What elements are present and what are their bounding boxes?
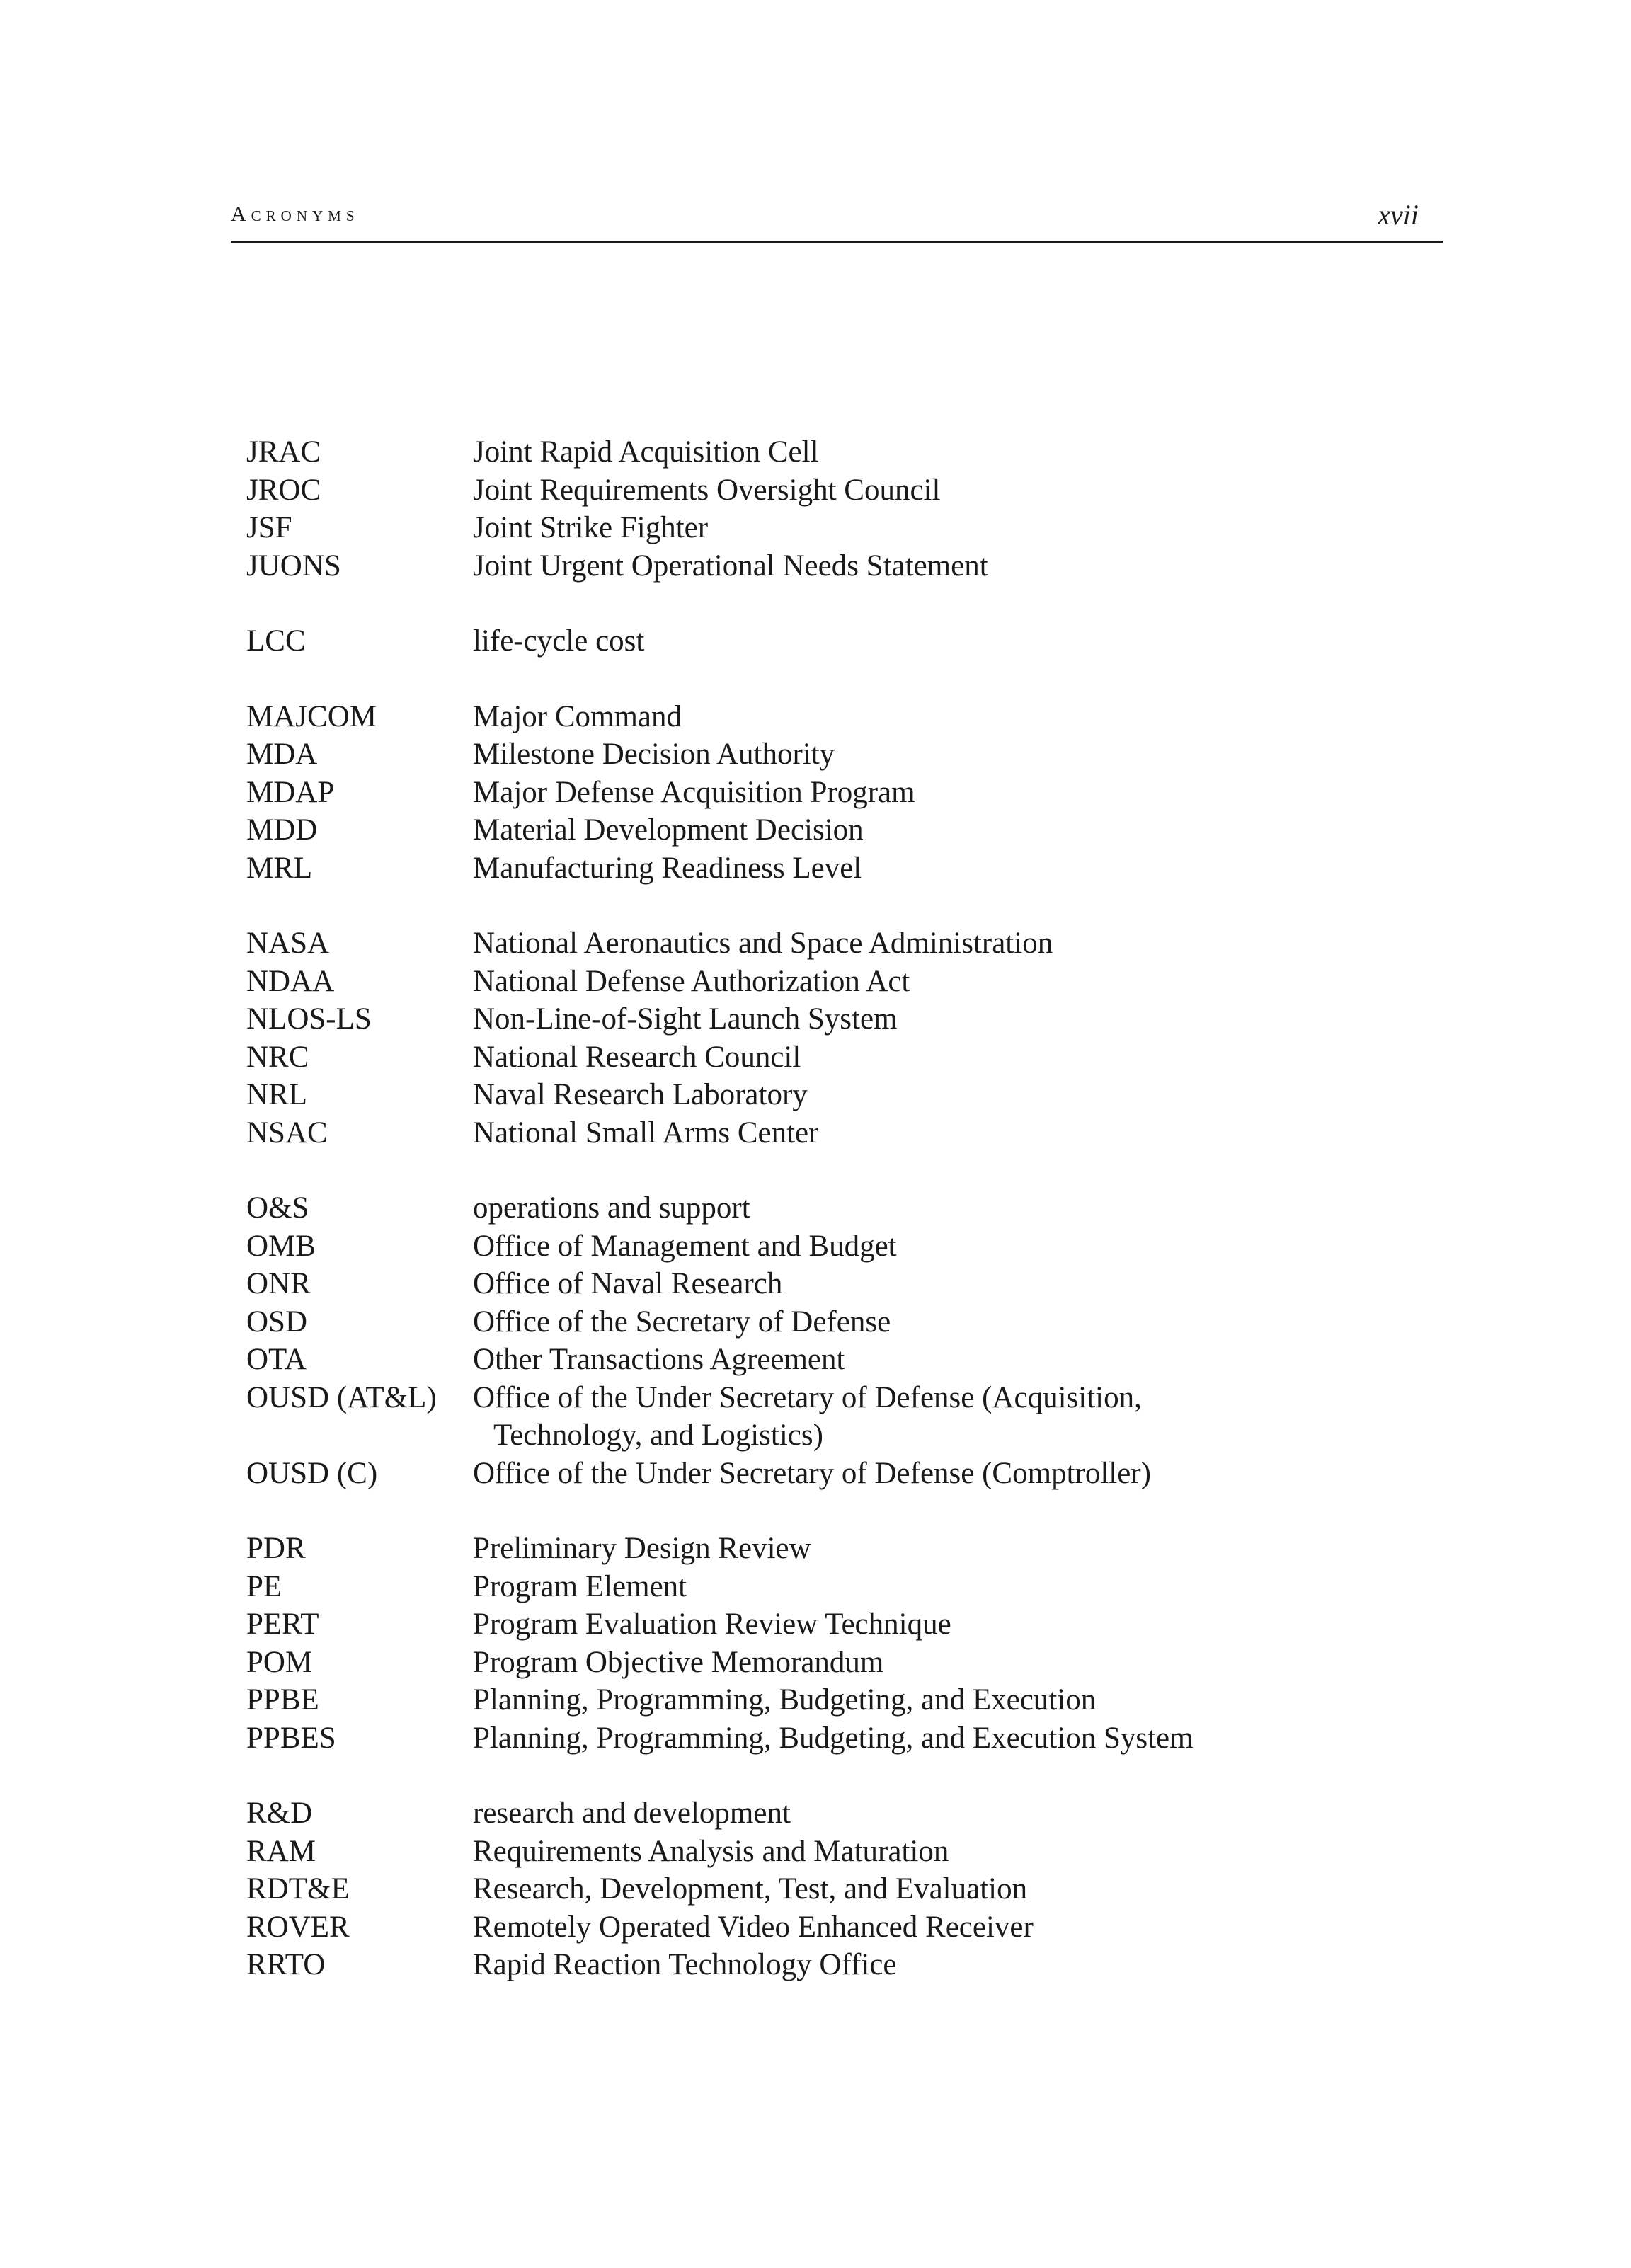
acronym-abbreviation: PDR [246, 1532, 306, 1565]
acronym-entry [246, 698, 1450, 736]
acronym-entry [246, 547, 1450, 585]
page-header [231, 197, 1443, 243]
acronym-definition: Program Element [473, 1569, 687, 1603]
acronym-definition: Joint Rapid Acquisition Cell [473, 435, 819, 469]
acronym-abbreviation: JUONS [246, 549, 341, 583]
acronym-entry [246, 1303, 1450, 1341]
acronym-entry [246, 509, 1450, 547]
acronym-list [246, 433, 1450, 2022]
acronym-definition: Other Transactions Agreement [473, 1343, 845, 1376]
acronym-entry [246, 1946, 1450, 1984]
acronym-definition: Planning, Programming, Budgeting, and Execution [473, 1683, 1097, 1717]
acronym-abbreviation: MDAP [246, 775, 335, 809]
acronym-abbreviation: MAJCOM [246, 699, 377, 733]
acronym-definition: Preliminary Design Review [473, 1532, 811, 1565]
acronym-definition: Office of the Under Secretary of Defense (Acquisition, Technology, and Logistics) [473, 1380, 1142, 1452]
running-title: Acronyms [231, 202, 360, 226]
acronym-entry [246, 1076, 1450, 1114]
acronym-definition: Naval Research Laboratory [473, 1078, 808, 1111]
acronym-definition: Manufacturing Readiness Level [473, 851, 862, 885]
page-number: xvii [1378, 199, 1419, 231]
acronym-abbreviation: RDT&E [246, 1872, 350, 1906]
acronym-definition: Office of the Under Secretary of Defense (Comptroller) [473, 1456, 1151, 1490]
acronym-abbreviation: OUSD (AT&L) [246, 1380, 437, 1414]
acronym-abbreviation: JSF [246, 511, 292, 544]
acronym-group [246, 1530, 1450, 1757]
acronym-abbreviation: OTA [246, 1343, 307, 1376]
acronym-abbreviation: NDAA [246, 964, 335, 998]
acronym-entry [246, 1908, 1450, 1947]
acronym-definition: Major Command [473, 699, 682, 733]
acronym-definition: National Defense Authorization Act [473, 964, 910, 998]
acronym-group [246, 1189, 1450, 1492]
acronym-group [246, 622, 1450, 660]
acronym-abbreviation: RRTO [246, 1948, 326, 1981]
acronym-entry [246, 1379, 1450, 1455]
acronym-abbreviation: MRL [246, 851, 313, 885]
acronym-entry [246, 1794, 1450, 1833]
acronym-entry [246, 1455, 1450, 1493]
acronym-abbreviation: LCC [246, 624, 306, 658]
acronym-entry [246, 1038, 1450, 1077]
acronym-group [246, 1794, 1450, 1984]
acronym-definition: Office of the Secretary of Defense [473, 1305, 891, 1339]
acronym-entry [246, 1870, 1450, 1908]
acronym-definition: Planning, Programming, Budgeting, and Execution System [473, 1721, 1194, 1755]
acronym-abbreviation: PERT [246, 1608, 319, 1641]
acronym-group [246, 698, 1450, 888]
acronym-group [246, 924, 1450, 1152]
acronym-entry [246, 1833, 1450, 1871]
acronym-entry [246, 1189, 1450, 1227]
acronym-abbreviation: JROC [246, 473, 321, 507]
acronym-entry [246, 1114, 1450, 1152]
acronym-definition: Joint Strike Fighter [473, 511, 709, 544]
acronym-entry [246, 1000, 1450, 1038]
acronym-abbreviation: ROVER [246, 1910, 350, 1944]
acronym-entry [246, 1530, 1450, 1568]
acronym-abbreviation: PPBES [246, 1721, 336, 1755]
acronym-abbreviation: MDD [246, 813, 318, 847]
acronym-definition: Remotely Operated Video Enhanced Receiver [473, 1910, 1034, 1944]
acronym-definition: National Research Council [473, 1040, 801, 1074]
acronym-entry [246, 1227, 1450, 1266]
acronym-definition: Rapid Reaction Technology Office [473, 1948, 897, 1981]
acronym-entry [246, 1568, 1450, 1606]
acronym-abbreviation: MDA [246, 738, 318, 771]
acronym-entry [246, 1719, 1450, 1758]
acronym-definition: Joint Urgent Operational Needs Statement [473, 549, 988, 583]
acronym-entry [246, 433, 1450, 471]
acronym-definition: Major Defense Acquisition Program [473, 775, 915, 809]
acronym-entry [246, 622, 1450, 660]
acronym-entry [246, 774, 1450, 812]
acronym-abbreviation: ONR [246, 1267, 311, 1300]
acronym-entry [246, 1605, 1450, 1644]
acronym-definition: Milestone Decision Authority [473, 738, 835, 771]
acronym-entry [246, 924, 1450, 963]
acronym-definition: Research, Development, Test, and Evaluation [473, 1872, 1028, 1906]
acronym-abbreviation: NLOS-LS [246, 1002, 372, 1036]
acronym-definition: operations and support [473, 1191, 750, 1225]
acronym-definition: Joint Requirements Oversight Council [473, 473, 941, 507]
acronym-group [246, 433, 1450, 585]
acronym-abbreviation: NRL [246, 1078, 307, 1111]
acronym-definition: Office of Naval Research [473, 1267, 783, 1300]
acronym-entry [246, 1265, 1450, 1303]
acronym-abbreviation: OUSD (C) [246, 1456, 378, 1490]
acronym-entry [246, 471, 1450, 510]
acronym-definition: research and development [473, 1797, 791, 1830]
acronym-entry [246, 1644, 1450, 1682]
acronym-entry [246, 963, 1450, 1001]
acronym-abbreviation: OSD [246, 1305, 308, 1339]
acronym-abbreviation: NRC [246, 1040, 309, 1074]
acronym-abbreviation: POM [246, 1645, 313, 1679]
acronym-entry [246, 735, 1450, 774]
acronym-abbreviation: NSAC [246, 1116, 328, 1150]
acronym-abbreviation: PPBE [246, 1683, 319, 1717]
acronym-abbreviation: PE [246, 1569, 282, 1603]
acronym-entry [246, 811, 1450, 849]
acronym-abbreviation: JRAC [246, 435, 321, 469]
acronym-definition: National Aeronautics and Space Administration [473, 927, 1053, 960]
acronym-abbreviation: R&D [246, 1797, 313, 1830]
acronym-abbreviation: RAM [246, 1834, 316, 1868]
acronym-entry [246, 1681, 1450, 1719]
acronym-entry [246, 1341, 1450, 1379]
acronym-definition: Material Development Decision [473, 813, 864, 847]
acronym-definition: Program Objective Memorandum [473, 1645, 884, 1679]
acronym-abbreviation: OMB [246, 1229, 316, 1263]
acronym-definition: Program Evaluation Review Technique [473, 1608, 951, 1641]
acronym-definition: Office of Management and Budget [473, 1229, 897, 1263]
acronym-definition: National Small Arms Center [473, 1116, 819, 1150]
acronym-definition: Non-Line-of-Sight Launch System [473, 1002, 898, 1036]
acronym-definition: Requirements Analysis and Maturation [473, 1834, 949, 1868]
acronym-abbreviation: NASA [246, 927, 330, 960]
acronym-abbreviation: O&S [246, 1191, 309, 1225]
acronym-entry [246, 849, 1450, 888]
acronym-definition: life-cycle cost [473, 624, 645, 658]
